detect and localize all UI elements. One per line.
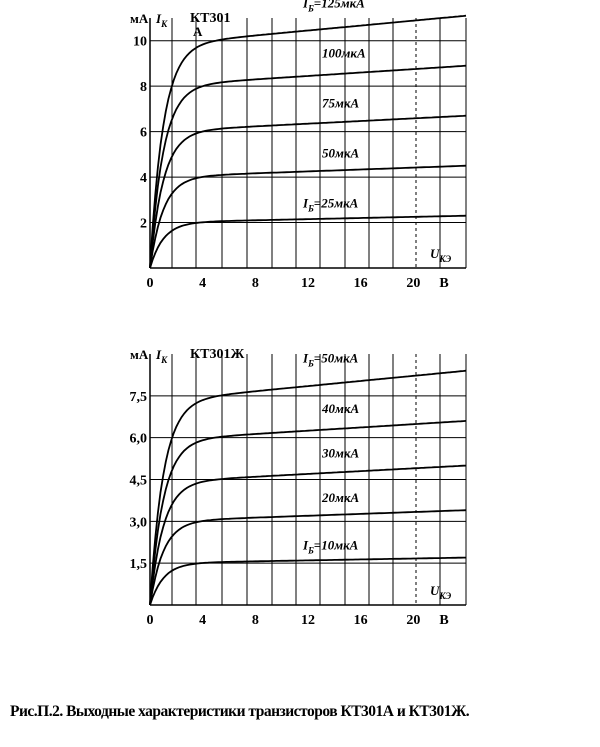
x-tick-label: 20 (406, 613, 421, 628)
y-unit-label: мА (130, 347, 149, 362)
chart-title: КТ301Ж (190, 347, 245, 362)
y-unit-label: мА (130, 11, 149, 26)
x-tick-label: 4 (199, 276, 207, 291)
x-tick-label: 20 (406, 276, 421, 291)
y-tick-label: 3,0 (129, 515, 147, 531)
series-label: 40мкА (322, 400, 360, 416)
y-tick-label: 4 (140, 171, 147, 187)
series-label: $I_Б=10мкА$ (303, 537, 359, 556)
x-tick-label: 4 (199, 613, 207, 628)
figure-caption: Рис.П.2. Выходные характеристики транзисторов КТ301А и КТ301Ж. (10, 703, 470, 720)
x-tick-label: 8 (251, 276, 259, 291)
y-tick-label: 10 (133, 34, 147, 50)
series-label: 50мкА (322, 145, 360, 161)
x-tick-label: 12 (301, 613, 315, 628)
x-axis-label: $U_{КЭ}$ (430, 246, 452, 264)
series-label: 100мкА (322, 45, 366, 61)
series-label: $I_Б=125мкА$ (303, 0, 365, 14)
x-tick-label: 16 (353, 276, 368, 291)
y-tick-label: 8 (140, 80, 147, 96)
x-axis-label: $U_{КЭ}$ (430, 583, 452, 601)
y-tick-label: 7,5 (129, 389, 147, 405)
x-tick-label: 0 (146, 276, 154, 291)
series-label: $I_Б=50мкА$ (303, 350, 359, 369)
y-tick-label: 4,5 (129, 473, 147, 489)
y-tick-label: 6 (140, 125, 147, 141)
x-tick-label: 8 (251, 613, 259, 628)
series-curve (150, 421, 466, 605)
series-curve (150, 371, 466, 605)
chart-title-sub: А (193, 24, 203, 39)
y-axis-label: $I_К$ (156, 11, 168, 29)
x-tick-label: 12 (301, 276, 315, 291)
chart-title: КТ301 (190, 11, 231, 26)
y-axis-label: $I_К$ (156, 347, 168, 365)
y-tick-label: 6,0 (129, 431, 147, 447)
y-tick-label: 2 (140, 216, 147, 232)
series-curve (150, 466, 466, 605)
x-tick-label: 0 (146, 613, 154, 628)
x-unit-label: В (439, 613, 449, 628)
y-tick-label: 1,5 (129, 557, 147, 573)
series-curve (150, 558, 466, 605)
x-tick-label: 16 (353, 613, 368, 628)
series-label: 20мкА (322, 490, 360, 506)
series-label: $I_Б=25мкА$ (303, 195, 359, 214)
x-unit-label: В (439, 276, 449, 291)
series-label: 75мкА (322, 95, 360, 111)
series-label: 30мкА (322, 445, 360, 461)
